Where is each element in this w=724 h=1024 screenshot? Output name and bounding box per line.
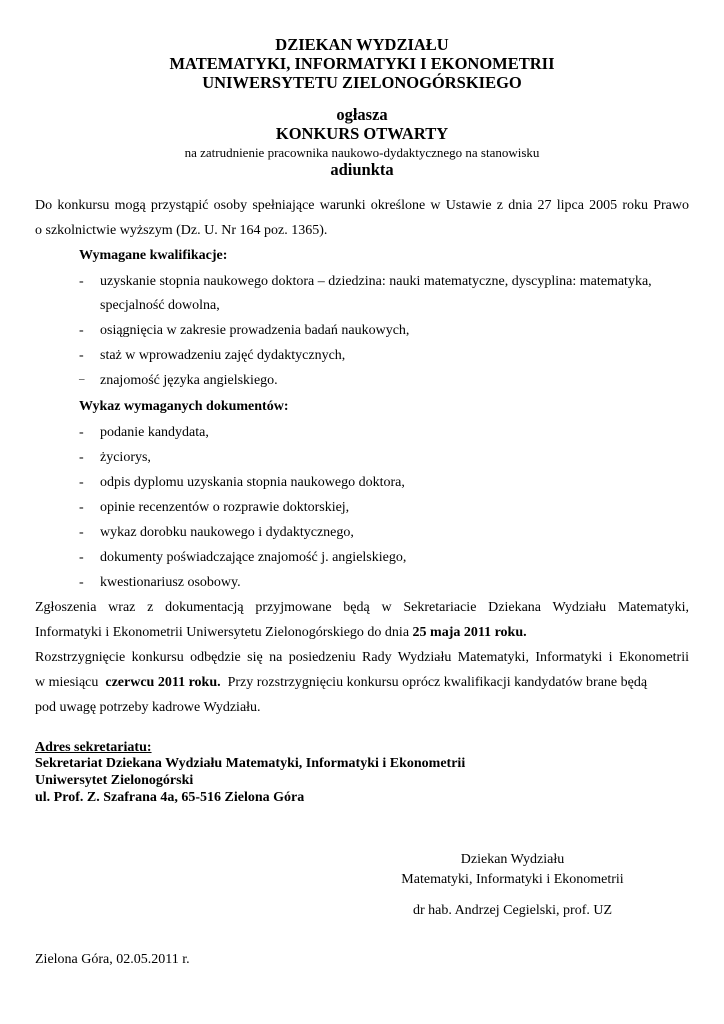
list-bullet: -: [79, 348, 84, 363]
intro-line-2: o szkolnictwie wyższym (Dz. U. Nr 164 poz. 1365).: [35, 223, 328, 238]
resolution-line-2: [35, 675, 689, 691]
submission-line-1: Zgłoszenia wraz z dokumentacją przyjmowane będą w Sekretariacie Dziekana Wydziału Matematyki,: [35, 600, 689, 615]
list-bullet: -: [79, 525, 84, 540]
documents-heading: Wykaz wymaganych dokumentów:: [79, 399, 289, 414]
resolution-line-3: pod uwagę potrzeby kadrowe Wydziału.: [35, 700, 261, 715]
intro-line-1: Do konkursu mogą przystąpić osoby spełniające warunki określone w Ustawie z dnia 27 lipca 2005 roku Prawo: [35, 198, 689, 213]
list-item: specjalność dowolna,: [100, 298, 220, 313]
list-item: wykaz dorobku naukowego i dydaktycznego,: [100, 525, 354, 540]
list-bullet: -: [79, 274, 84, 289]
announces-label: ogłasza: [336, 105, 388, 124]
list-item: odpis dyplomu uzyskania stopnia naukowego doktora,: [100, 475, 405, 490]
list-bullet: -: [79, 323, 84, 338]
list-item: staż w wprowadzeniu zajęć dydaktycznych,: [100, 348, 346, 363]
list-bullet: -: [79, 425, 84, 440]
competition-title: KONKURS OTWARTY: [275, 124, 449, 143]
header-line-1: DZIEKAN WYDZIAŁU: [275, 35, 449, 54]
list-item: osiągnięcia w zakresie prowadzenia badań naukowych,: [100, 323, 410, 338]
signature-name: dr hab. Andrzej Cegielski, prof. UZ: [412, 903, 613, 918]
header-line-2: MATEMATYKI, INFORMATYKI I EKONOMETRII: [169, 54, 555, 73]
list-bullet: –: [79, 373, 85, 385]
address-line-1: Sekretariat Dziekana Wydziału Matematyki, Informatyki i Ekonometrii: [35, 756, 466, 771]
position-title: adiunkta: [330, 160, 394, 179]
list-bullet: -: [79, 500, 84, 515]
list-item: życiorys,: [100, 450, 151, 465]
address-line-2: Uniwersytet Zielonogórski: [35, 773, 194, 788]
place-date: Zielona Góra, 02.05.2011 r.: [35, 952, 190, 967]
resolution-text-suffix: Przy rozstrzygnięciu konkursu oprócz kwalifikacji kandydatów brane będą: [220, 675, 648, 690]
list-bullet: -: [79, 475, 84, 490]
list-bullet: -: [79, 575, 84, 590]
list-item: opinie recenzentów o rozprawie doktorskiej,: [100, 500, 350, 515]
list-item: podanie kandydata,: [100, 425, 209, 440]
signature-title: Dziekan Wydziału: [460, 852, 565, 867]
list-bullet: -: [79, 550, 84, 565]
submission-text: Informatyki i Ekonometrii Uniwersytetu Zielonogórskiego do dnia: [35, 625, 413, 640]
resolution-text-prefix: w miesiącu: [35, 675, 106, 690]
resolution-line-1: Rozstrzygnięcie konkursu odbędzie się na posiedzeniu Rady Wydziału Matematyki, Informatyki i Ekonometrii: [35, 650, 689, 665]
list-item: uzyskanie stopnia naukowego doktora – dziedzina: nauki matematyczne, dyscyplina: matematyka,: [100, 274, 652, 289]
position-line: na zatrudnienie pracownika naukowo-dydaktycznego na stanowisku: [184, 145, 540, 160]
signature-faculty: Matematyki, Informatyki i Ekonometrii: [401, 872, 624, 887]
list-item: dokumenty poświadczające znajomość j. angielskiego,: [100, 550, 407, 565]
address-heading: Adres sekretariatu:: [35, 740, 152, 755]
list-bullet: -: [79, 450, 84, 465]
qualifications-heading: Wymagane kwalifikacje:: [79, 248, 228, 263]
header-line-3: UNIWERSYTETU ZIELONOGÓRSKIEGO: [202, 73, 522, 92]
list-item: kwestionariusz osobowy.: [100, 575, 241, 590]
submission-line-2: [35, 625, 689, 641]
submission-deadline: 25 maja 2011 roku.: [412, 625, 527, 640]
list-item: znajomość języka angielskiego.: [100, 373, 278, 388]
resolution-month: czerwcu 2011 roku.: [105, 675, 221, 690]
address-line-3: ul. Prof. Z. Szafrana 4a, 65-516 Zielona Góra: [35, 790, 305, 805]
